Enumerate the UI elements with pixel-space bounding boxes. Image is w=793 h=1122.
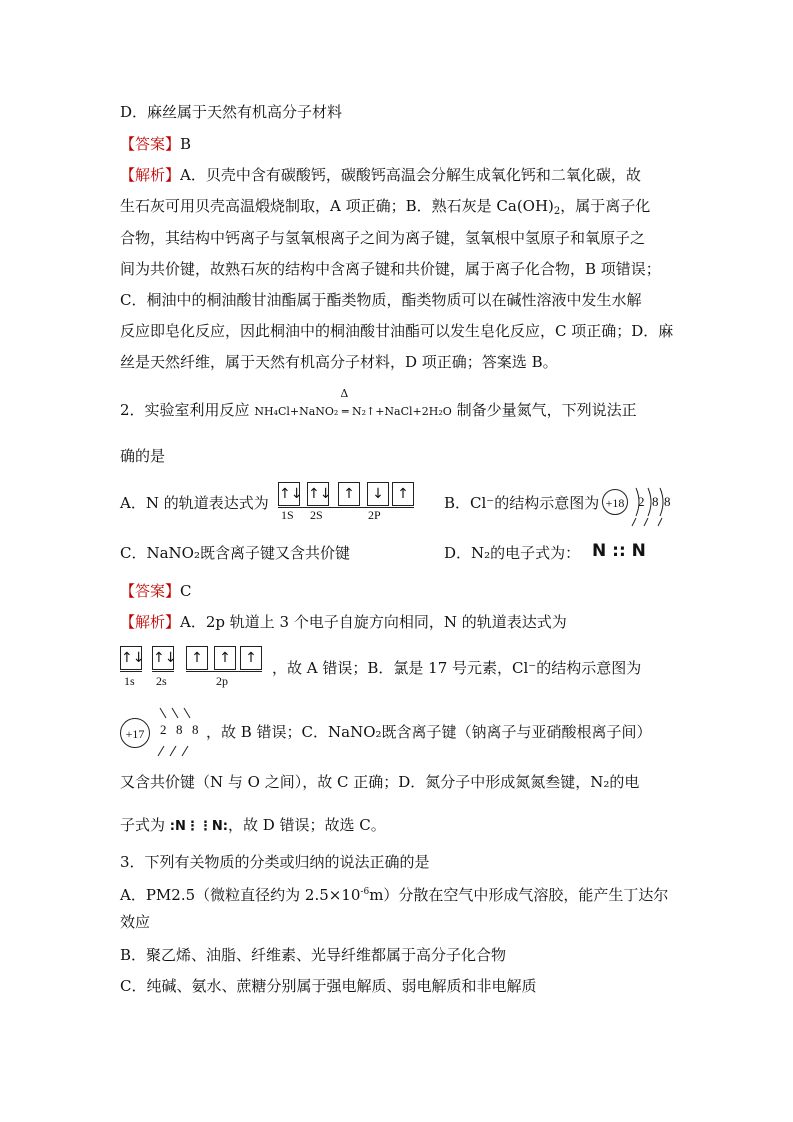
orbital-box: ↓ <box>367 482 389 506</box>
q2-analysis-line-3: ，故 B 错误；C．NaNO₂既含离子键（钠离子与亚硝酸根离子间） <box>206 723 652 741</box>
analysis-text: A．2p 轨道上 3 个电子自旋方向相同，N 的轨道表达式为 <box>180 613 567 631</box>
orbital-box: ↑ <box>186 646 208 670</box>
reaction-equation <box>254 387 452 422</box>
analysis-text: 子式为 <box>120 816 166 834</box>
orbital-box: ↑↓ <box>120 646 142 670</box>
q1-analysis-line-2 <box>120 196 680 222</box>
subscript: 2 <box>553 206 561 217</box>
q2-stem-line-1 <box>120 387 680 422</box>
orbital-diagram-a <box>278 482 418 522</box>
q1-analysis-line-4: 间为共价键，故熟石灰的结构中含离子键和共价键，属于离子化合物，B 项错误； <box>120 260 661 278</box>
option-text: m）分散在空气中形成气溶胶，能产生丁达尔 <box>369 886 669 904</box>
option-text: A．PM2.5（微粒直径约为 2.5×10 <box>120 886 361 904</box>
analysis-text: 生石灰可用贝壳高温煅烧制取，A 项正确；B．熟石灰是 Ca(OH) <box>120 197 554 215</box>
analysis-tag: 【解析】 <box>120 613 181 631</box>
orbital-underline <box>278 507 414 508</box>
answer-value: B <box>180 135 192 153</box>
analysis-text: ，故 D 错误；故选 C。 <box>227 816 386 834</box>
electron-formula: N :: N <box>592 541 646 561</box>
q1-analysis-line-6: 反应即皂化反应，因此桐油中的桐油酸甘油酯可以发生皂化反应，C 项正确；D．麻 <box>120 322 674 340</box>
q3-option-a-line-1 <box>120 882 680 905</box>
orbital-box: ↑↓ <box>152 646 174 670</box>
shell-electrons: 2 <box>160 722 167 737</box>
q2-analysis-line-5 <box>120 815 680 837</box>
shell-electrons: 8 <box>664 494 671 509</box>
shell-electrons: 8 <box>192 722 199 737</box>
q2-answer <box>120 581 680 601</box>
orbital-box: ↑ <box>214 646 236 670</box>
atom-nucleus: +18 <box>602 489 628 515</box>
atom-diagram-b <box>602 484 682 532</box>
q1-analysis-line-1 <box>120 165 680 185</box>
stem-text: 制备少量氮气，下列说法正 <box>456 401 637 419</box>
q1-analysis-line-3: 合物，其结构中钙离子与氢氧根离子之间为离子键，氢氧根中氢原子和氧原子之 <box>120 229 646 247</box>
orbital-label: 2P <box>368 508 381 522</box>
q3-stem: 3．下列有关物质的分类或归纳的说法正确的是 <box>120 853 430 871</box>
orbital-box: ↑ <box>240 646 262 670</box>
orbital-underline <box>152 671 174 672</box>
q1-answer <box>120 134 680 154</box>
orbital-label: 2s <box>156 674 167 688</box>
orbital-box: ↑↓ <box>278 482 300 506</box>
reaction-text: NH₄Cl+NaNO₂ ═ N₂↑+NaCl+2H₂O <box>254 405 452 418</box>
orbital-underline <box>120 671 142 672</box>
orbital-diagram-2 <box>120 646 270 690</box>
orbital-underline <box>186 671 262 672</box>
q1-analysis-line-7: 丝是天然纤维，属于天然有机高分子材料，D 项正确；答案选 B。 <box>120 353 558 371</box>
q1-option-d: D．麻丝属于天然有机高分子材料 <box>120 103 343 121</box>
q2-option-b: B．Cl⁻的结构示意图为 <box>444 494 600 512</box>
shell-electrons: 8 <box>652 494 659 509</box>
orbital-label: 1s <box>124 674 135 688</box>
orbital-box: ↑ <box>338 482 360 506</box>
answer-value: C <box>180 582 192 600</box>
electron-formula: :N⋮⋮N: <box>169 819 228 834</box>
q2-analysis-line-4: 又含共价键（N 与 O 之间），故 C 正确；D．氮分子中形成氮氮叁键，N₂的电 <box>120 773 640 791</box>
orbital-label: 1S <box>281 508 294 522</box>
q2-option-c: C．NaNO₂既含离子键又含共价键 <box>120 544 350 562</box>
q2-stem-line-2: 确的是 <box>120 447 166 465</box>
stem-text: 2．实验室利用反应 <box>120 401 250 419</box>
delta-symbol: Δ <box>340 387 349 400</box>
shell-electrons: 2 <box>638 494 645 509</box>
orbital-label: 2p <box>216 674 228 688</box>
atom-diagram-2 <box>120 706 210 758</box>
analysis-tag: 【解析】 <box>120 166 181 184</box>
answer-tag: 【答案】 <box>120 582 181 600</box>
orbital-box: ↑ <box>392 482 414 506</box>
orbital-box: ↑↓ <box>307 482 329 506</box>
q2-analysis-line-2: ，故 A 错误；B．氯是 17 号元素，Cl⁻的结构示意图为 <box>272 659 642 677</box>
atom-nucleus: +17 <box>120 718 150 748</box>
q3-option-a-line-2: 效应 <box>120 913 151 931</box>
q2-analysis-line-1 <box>120 612 680 632</box>
analysis-text: ，属于离子化 <box>560 197 651 215</box>
orbital-label: 2S <box>310 508 323 522</box>
q3-option-c: C．纯碱、氨水、蔗糖分别属于强电解质、弱电解质和非电解质 <box>120 977 537 995</box>
superscript: -6 <box>360 887 370 897</box>
shell-electrons: 8 <box>176 722 183 737</box>
q2-option-a: A．N 的轨道表达式为 <box>120 494 269 512</box>
answer-tag: 【答案】 <box>120 135 181 153</box>
q2-option-d: D．N₂的电子式为： <box>444 544 581 562</box>
q3-option-b: B．聚乙烯、油脂、纤维素、光导纤维都属于高分子化合物 <box>120 946 507 964</box>
analysis-text: A．贝壳中含有碳酸钙，碳酸钙高温会分解生成氧化钙和二氧化碳，故 <box>180 166 641 184</box>
q1-analysis-line-5: C．桐油中的桐油酸甘油酯属于酯类物质，酯类物质可以在碱性溶液中发生水解 <box>120 291 642 309</box>
